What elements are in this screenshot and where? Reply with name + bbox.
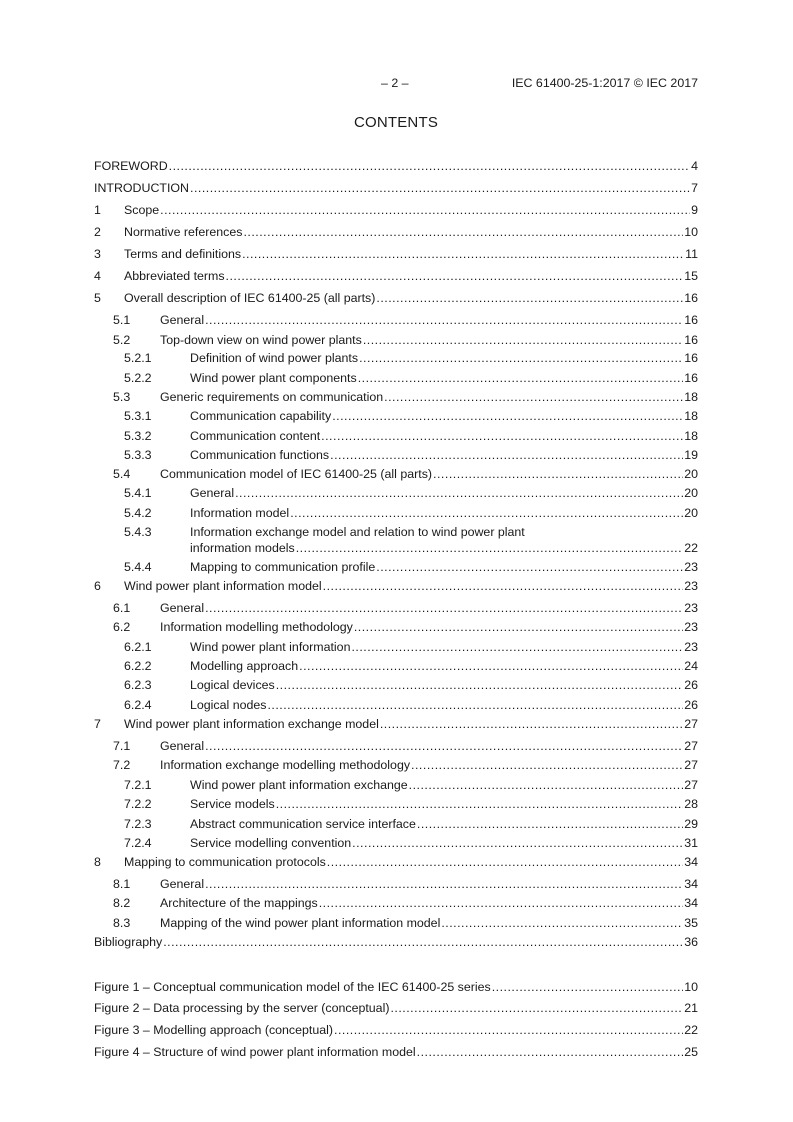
toc-entry-title: Wind power plant information exchange [190,778,408,792]
toc-entry-number: 6.1 [113,601,131,615]
toc-entry[interactable] [94,698,698,713]
toc-entry[interactable] [94,486,698,501]
page-number-ref: 18 [684,390,698,404]
toc-entry-number: 5.2.1 [124,351,152,365]
page-number-ref: 27 [684,717,698,731]
toc-entry[interactable] [94,579,698,594]
toc-entry-number: 5.3 [113,390,131,404]
dot-leader [299,659,683,674]
toc-entry[interactable] [94,778,698,793]
dot-leader [409,778,684,793]
toc-entry[interactable] [94,203,698,218]
toc-entry-number: 6 [94,579,101,593]
toc-entry-title: Wind power plant information model [124,579,322,593]
dot-leader [323,579,684,594]
page-header [94,76,698,92]
figure-entry-title: Figure 3 – Modelling approach (conceptual) [94,1023,334,1037]
dot-leader [376,291,683,306]
page-number-ref: 27 [684,758,698,772]
dot-leader [163,935,683,950]
toc-entry-number: 5.2 [113,333,131,347]
dot-leader [363,333,683,348]
toc-entry-title: Abstract communication service interface [190,817,416,831]
page-number-ref: 20 [684,506,698,520]
dot-leader [352,836,683,851]
toc-entry-number: 6.2.1 [124,640,152,654]
toc-entry[interactable] [94,429,698,444]
toc-entry[interactable] [94,181,698,196]
toc-entry-title: Mapping to communication protocols [124,855,326,869]
toc-entry-number: 5 [94,291,101,305]
page-number-ref: 18 [684,409,698,423]
toc-entry[interactable] [94,739,698,754]
toc-entry[interactable] [94,390,698,405]
page-number-ref: 16 [684,291,698,305]
toc-entry[interactable] [94,333,698,348]
dot-leader [417,817,683,832]
toc-entry[interactable] [94,448,698,463]
toc-entry-title: INTRODUCTION [94,181,189,195]
toc-entry[interactable] [94,467,698,482]
page-number-ref: 22 [684,541,698,555]
toc-entry-title: Communication content [190,429,321,443]
dot-leader [290,506,683,521]
page-number-ref: 23 [684,579,698,593]
toc-entry-title: Terms and definitions [124,247,242,261]
toc-entry-number: 5.4 [113,467,131,481]
page-number-ref: 16 [684,371,698,385]
toc-entry-number: 4 [94,269,101,283]
dot-leader [205,877,683,892]
toc-entry-number: 8.1 [113,877,131,891]
dot-leader [205,739,683,754]
page-number-ref: 34 [684,877,698,891]
toc-entry-number: 7.1 [113,739,131,753]
toc-entry-number: 5.3.2 [124,429,152,443]
dot-leader [492,980,683,995]
toc-entry-number: 6.2.3 [124,678,152,692]
dot-leader [190,181,690,196]
page-number-ref: 27 [684,739,698,753]
page-number-ref: 9 [691,203,698,217]
page-number-ref: 29 [684,817,698,831]
page-number-ref: 18 [684,429,698,443]
dot-leader [441,916,683,931]
toc-entry-title: FOREWORD [94,159,168,173]
page-number-ref: 10 [684,980,698,994]
toc-entry-number: 8 [94,855,101,869]
page-number-ref: 23 [684,601,698,615]
page-number-ref: 4 [691,159,698,173]
toc-entry[interactable] [94,758,698,773]
dot-leader [296,541,684,556]
page-number-ref: 11 [685,247,698,261]
toc-entry-number: 1 [94,203,101,217]
toc-entry[interactable] [94,409,698,424]
page-number-ref: 23 [684,620,698,634]
toc-entry-title: Logical nodes [190,698,267,712]
page-number-ref: 23 [684,640,698,654]
toc-entry-title: General [160,877,205,891]
page-number-ref: 25 [684,1045,698,1059]
dot-leader [205,313,683,328]
toc-entry-title: Overall description of IEC 61400-25 (all parts) [124,291,376,305]
dot-leader [354,620,683,635]
page-number-ref: 7 [691,181,698,195]
page-number-ref: 20 [684,467,698,481]
toc-entry-number: 6.2 [113,620,131,634]
toc-entry-title: Bibliography [94,935,163,949]
dot-leader [433,467,683,482]
page-number-ref: 20 [684,486,698,500]
page-number-ref: 22 [684,1023,698,1037]
toc-entry-number: 5.3.3 [124,448,152,462]
dot-leader [242,247,684,262]
toc-entry-number: 5.4.3 [124,525,152,539]
figure-entry-title: Figure 2 – Data processing by the server (conceptual) [94,1001,390,1015]
toc-entry[interactable] [94,291,698,306]
dot-leader [235,486,683,501]
toc-entry[interactable] [94,659,698,674]
toc-entry-title: General [160,601,205,615]
toc-entry[interactable] [94,797,698,812]
toc-entry-title: Architecture of the mappings [160,896,318,910]
figure-entry[interactable] [94,980,698,995]
toc-entry[interactable] [94,225,698,240]
toc-entry-number: 5.4.1 [124,486,152,500]
toc-entry-number: 5.1 [113,313,131,327]
dot-leader [226,269,684,284]
document-id: IEC 61400-25-1:2017 © IEC 2017 [511,76,698,90]
toc-entry-title: Wind power plant information [190,640,351,654]
dot-leader [205,601,683,616]
toc-entry[interactable] [94,601,698,616]
page-number-ref: 10 [684,225,698,239]
toc-entry[interactable] [94,351,698,366]
toc-entry[interactable] [94,640,698,655]
page-number-ref: 34 [684,855,698,869]
dot-leader [351,640,683,655]
toc-entry-title: Abbreviated terms [124,269,225,283]
figure-entry[interactable] [94,1023,698,1038]
page-number-ref: 36 [684,935,698,949]
toc-entry-number: 5.2.2 [124,371,152,385]
toc-entry-title: information models [190,541,295,555]
toc-entry[interactable] [94,541,698,556]
dot-leader [334,1023,683,1038]
page-number-ref: 26 [684,698,698,712]
toc-entry-title: Logical devices [190,678,275,692]
toc-entry-title: General [190,486,235,500]
toc-entry[interactable] [94,371,698,386]
toc-entry-number: 7.2.4 [124,836,152,850]
toc-entry-number: 7 [94,717,101,731]
dot-leader [243,225,683,240]
toc-entry-title: Communication functions [190,448,330,462]
toc-entry-title: Wind power plant components [190,371,357,385]
toc-entry-title: Scope [124,203,160,217]
dot-leader [376,560,683,575]
page-number-ref: 31 [684,836,698,850]
page-number-ref: 16 [684,351,698,365]
toc-entry-number: 7.2 [113,758,131,772]
toc-entry[interactable] [94,935,698,950]
toc-entry[interactable] [94,560,698,575]
toc-entry-title: Normative references [124,225,243,239]
toc-entry-title: Service models [190,797,275,811]
toc-entry[interactable] [94,313,698,328]
dot-leader [330,448,683,463]
figure-entry-title: Figure 4 – Structure of wind power plant information model [94,1045,416,1059]
toc-entry[interactable] [94,916,698,931]
toc-entry[interactable] [94,620,698,635]
figure-entry[interactable] [94,1001,698,1016]
toc-entry-title: Service modelling convention [190,836,352,850]
dot-leader [390,1001,683,1016]
toc-entry-number: 5.3.1 [124,409,152,423]
dot-leader [276,797,684,812]
dot-leader [327,855,683,870]
dot-leader [332,409,683,424]
toc-entry[interactable] [94,836,698,851]
page-number-ref: 23 [684,560,698,574]
toc-entry-title: Mapping of the wind power plant information model [160,916,441,930]
toc-entry-title: Top-down view on wind power plants [160,333,362,347]
page-number-ref: 15 [684,269,698,283]
toc-entry-title: General [160,313,205,327]
toc-entry-title: Communication model of IEC 61400-25 (all parts) [160,467,433,481]
toc-entry-title: Definition of wind power plants [190,351,359,365]
dot-leader [267,698,683,713]
toc-entry[interactable] [94,817,698,832]
page-number-ref: 28 [684,797,698,811]
contents-title: CONTENTS [353,114,439,131]
dot-leader [380,717,683,732]
toc-entry-number: 5.4.4 [124,560,152,574]
toc-entry[interactable] [94,678,698,693]
dot-leader [160,203,690,218]
page-number-ref: 34 [684,896,698,910]
page-number-ref: 35 [684,916,698,930]
toc-entry-title: Information exchange model and relation to wind power plant [190,525,525,539]
dot-leader [358,371,684,386]
page-number-ref: 27 [684,778,698,792]
toc-entry-number: 6.2.2 [124,659,152,673]
toc-entry-number: 7.2.3 [124,817,152,831]
toc-entry-title: Mapping to communication profile [190,560,376,574]
toc-entry-title: Modelling approach [190,659,299,673]
toc-entry[interactable] [94,855,698,870]
toc-entry[interactable] [94,269,698,284]
page-number-ref: 16 [684,313,698,327]
toc-entry-number: 7.2.2 [124,797,152,811]
page-number-ref: 19 [684,448,698,462]
page-number-ref: 16 [684,333,698,347]
toc-entry-wrapped-line[interactable] [94,525,698,540]
toc-entry[interactable] [94,877,698,892]
dot-leader [411,758,683,773]
toc-entry-number: 7.2.1 [124,778,152,792]
page-number-ref: 21 [684,1001,698,1015]
toc-entry-number: 3 [94,247,101,261]
toc-entry-title: Information modelling methodology [160,620,353,634]
dot-leader [417,1045,684,1060]
dot-leader [321,429,683,444]
toc-entry-title: Information model [190,506,290,520]
toc-entry-number: 5.4.2 [124,506,152,520]
dot-leader [169,159,690,174]
toc-entry-title: Wind power plant information exchange model [124,717,379,731]
toc-entry-number: 8.2 [113,896,131,910]
dot-leader [276,678,683,693]
toc-entry-title: General [160,739,205,753]
dot-leader [384,390,683,405]
toc-entry-number: 8.3 [113,916,131,930]
toc-entry[interactable] [94,159,698,174]
dot-leader [319,896,683,911]
dot-leader [359,351,683,366]
page-number: – 2 – [381,76,409,90]
toc-entry[interactable] [94,247,698,262]
figure-entry[interactable] [94,1045,698,1060]
toc-entry-title: Generic requirements on communication [160,390,384,404]
page-number-ref: 26 [684,678,698,692]
toc-entry[interactable] [94,506,698,521]
toc-entry-title: Communication capability [190,409,332,423]
toc-entry-number: 2 [94,225,101,239]
toc-entry-number: 6.2.4 [124,698,152,712]
toc-entry[interactable] [94,896,698,911]
figure-entry-title: Figure 1 – Conceptual communication model of the IEC 61400-25 series [94,980,491,994]
page-number-ref: 24 [684,659,698,673]
toc-entry[interactable] [94,717,698,732]
toc-entry-title: Information exchange modelling methodology [160,758,411,772]
